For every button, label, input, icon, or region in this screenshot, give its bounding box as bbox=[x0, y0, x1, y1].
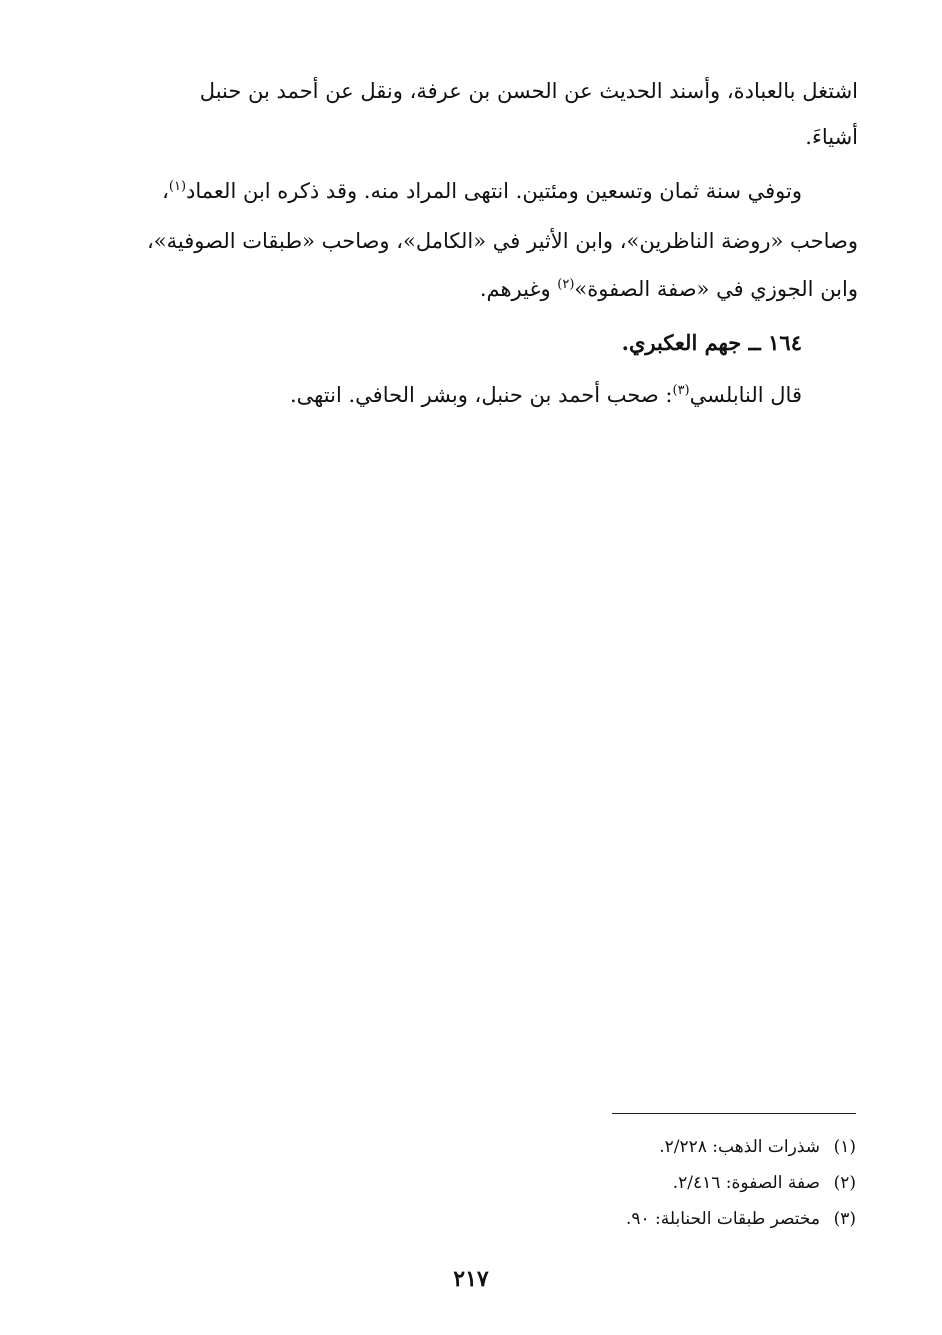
paragraph-3-text-end: : صحب أحمد بن حنبل، وبشر الحافي. انتهى. bbox=[289, 383, 673, 407]
footnote-2-text: صفة الصفوة: ٢/٤١٦. bbox=[672, 1173, 820, 1193]
paragraph-2-line-2-text: وصاحب «روضة الناظرين»، وابن الأثير في «الكامل»، وصاحب «طبقات الصوفية»، bbox=[147, 229, 858, 253]
paragraph-2-line-2 bbox=[147, 226, 858, 256]
paragraph-1-line-2-text: أشياءَ. bbox=[805, 125, 858, 149]
page-number: ٢١٧ bbox=[453, 1266, 489, 1292]
paragraph-2-line-3-end: وغيرهم. bbox=[479, 277, 558, 301]
paragraph-2-line-3 bbox=[480, 274, 858, 304]
footnote-3 bbox=[626, 1206, 856, 1232]
paragraph-2-line-1-text: وتوفي سنة ثمان وتسعين ومئتين. انتهى المراد منه. وقد ذكره ابن العماد bbox=[186, 179, 802, 203]
footnote-1 bbox=[659, 1134, 856, 1160]
footnote-ref-3[interactable]: (٣) bbox=[672, 383, 690, 398]
footnote-1-number: (١) bbox=[833, 1137, 856, 1157]
entry-heading-text: ١٦٤ ــ جهم العكبري. bbox=[621, 330, 802, 355]
paragraph-1-line-1 bbox=[200, 76, 858, 106]
footnote-2-number: (٢) bbox=[833, 1173, 856, 1193]
entry-heading bbox=[622, 328, 802, 358]
footnote-1-text: شذرات الذهب: ٢/٢٢٨. bbox=[659, 1137, 820, 1157]
footnote-separator bbox=[612, 1113, 856, 1114]
paragraph-1-line-2 bbox=[805, 122, 858, 152]
footnote-ref-1[interactable]: (١) bbox=[168, 179, 187, 194]
paragraph-1-line-1-text: اشتغل بالعبادة، وأسند الحديث عن الحسن بن عرفة، ونقل عن أحمد بن حنبل bbox=[199, 79, 858, 103]
footnote-3-text: مختصر طبقات الحنابلة: ٩٠. bbox=[625, 1209, 820, 1229]
footnote-2 bbox=[673, 1170, 856, 1196]
footnote-ref-2[interactable]: (٢) bbox=[557, 277, 575, 292]
footnote-3-number: (٣) bbox=[833, 1209, 856, 1229]
paragraph-3-text-start: قال النابلسي bbox=[689, 383, 802, 407]
paragraph-2-line-1 bbox=[162, 176, 802, 206]
paragraph-2-line-3-text: وابن الجوزي في «صفة الصفوة» bbox=[574, 277, 858, 301]
paragraph-2-line-1-end: ، bbox=[162, 179, 169, 203]
paragraph-3 bbox=[290, 380, 802, 410]
